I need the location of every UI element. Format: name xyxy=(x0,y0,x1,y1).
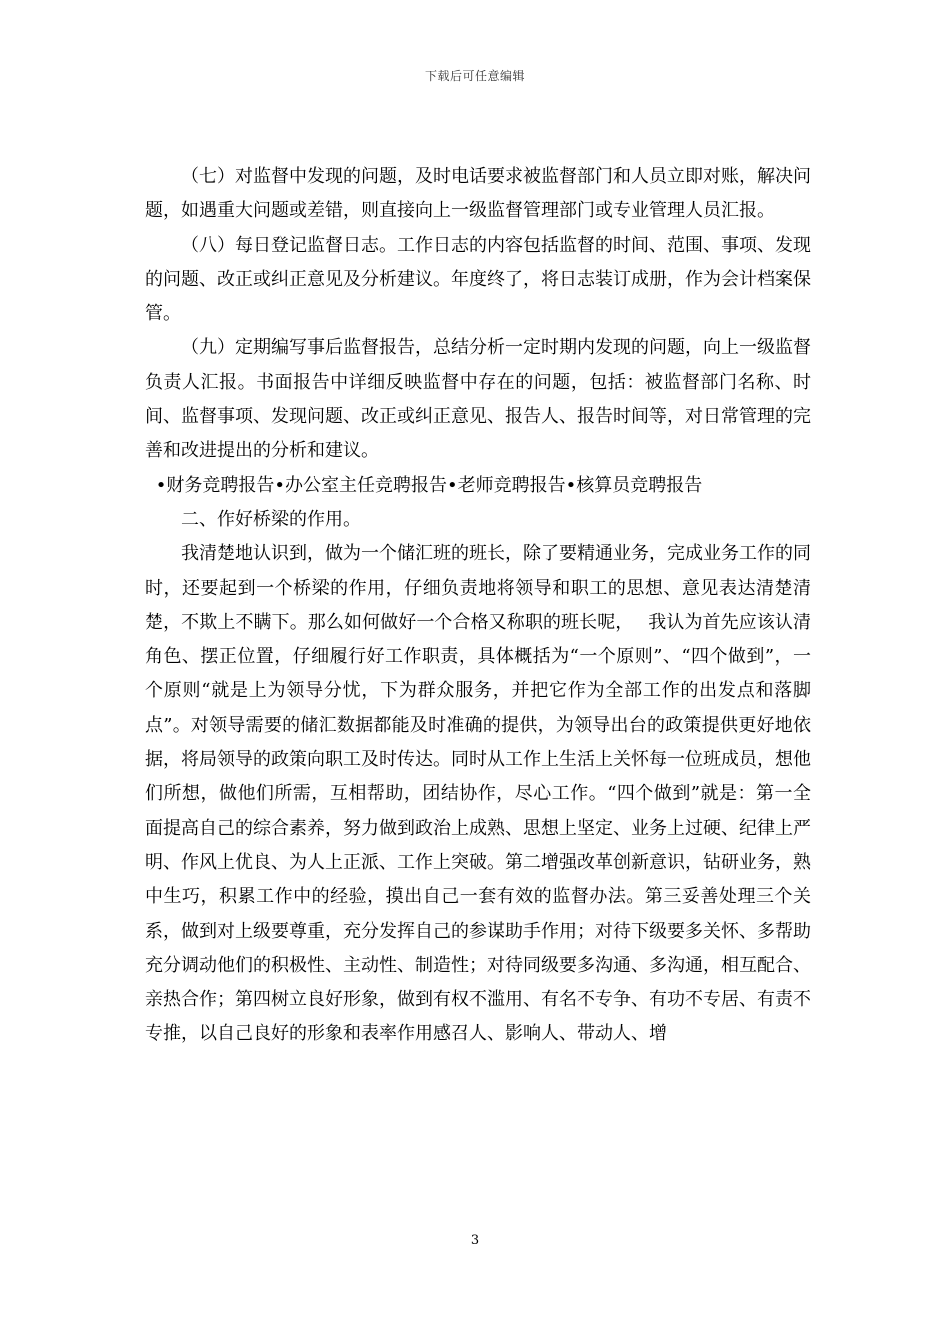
paragraph-8: （八）每日登记监督日志。工作日志的内容包括监督的时间、范围、事项、发现的问题、改正或纠正意见及分析建议。年度终了，将日志装订成册，作为会计档案保管。 xyxy=(145,234,811,325)
paragraph-7: （七）对监督中发现的问题，及时电话要求被监督部门和人员立即对账，解决问题，如遇重大问题或差错，则直接向上一级监督管理部门或专业管理人员汇报。 xyxy=(145,166,811,222)
page-header: 下载后可任意编辑 xyxy=(424,69,525,83)
paragraph-bridge: 我清楚地认识到，做为一个储汇班的班长，除了要精通业务，完成业务工作的同时，还要起到一个桥梁的作用，仔细负责地将领导和职工的思想、意见表达清楚清楚，不欺上不瞒下。那么如何做好一个合格又称职的班长呢， 我认为首先应该认清角色、摆正位置，仔细履行好工作职责，具体概括为“一个原则”、“四个做到”，一个原则“就是上为领导分忧，下为群众服务，并把它作为全部工作的出发点和落脚点”。对领导需要的储汇数据都能及时准确的提供，为领导出台的政策提供更好地依据，将局领导的政策向职工及时传达。同时从工作上生活上关怀每一位班成员，想他们所想，做他们所需，互相帮助，团结协作，尽心工作。“四个做到”就是：第一全面提高自己的综合素养，努力做到政治上成熟、思想上坚定、业务上过硬、纪律上严明、作风上优良、为人上正派、工作上突破。第二增强改革创新意识，钻研业务，熟中生巧，积累工作中的经验，摸出自己一套有效的监督办法。第三妥善处理三个关系，做到对上级要尊重，充分发挥自己的参谋助手作用；对待下级要多关怀、多帮助充分调动他们的积极性、主动性、制造性；对待同级要多沟通、多沟通，相互配合、亲热合作；第四树立良好形象，做到有权不滥用、有名不专争、有功不专居、有责不专推，以自己良好的形象和表率作用感召人、影响人、带动人、增 xyxy=(145,543,811,1045)
page-number: 3 xyxy=(470,1233,480,1248)
section-heading: 二、作好桥梁的作用。 xyxy=(181,508,361,530)
paragraph-9: （九）定期编写事后监督报告，总结分析一定时期内发现的问题，向上一级监督负责人汇报。书面报告中详细反映监督中存在的问题，包括：被监督部门名称、时间、监督事项、发现问题、改正或纠正意见、报告人、报告时间等，对日常管理的完善和改进提出的分析和建议。 xyxy=(145,337,811,462)
related-links-line: •财务竞聘报告•办公室主任竞聘报告•老师竞聘报告•核算员竞聘报告 xyxy=(155,474,703,496)
document-body xyxy=(145,160,811,1052)
